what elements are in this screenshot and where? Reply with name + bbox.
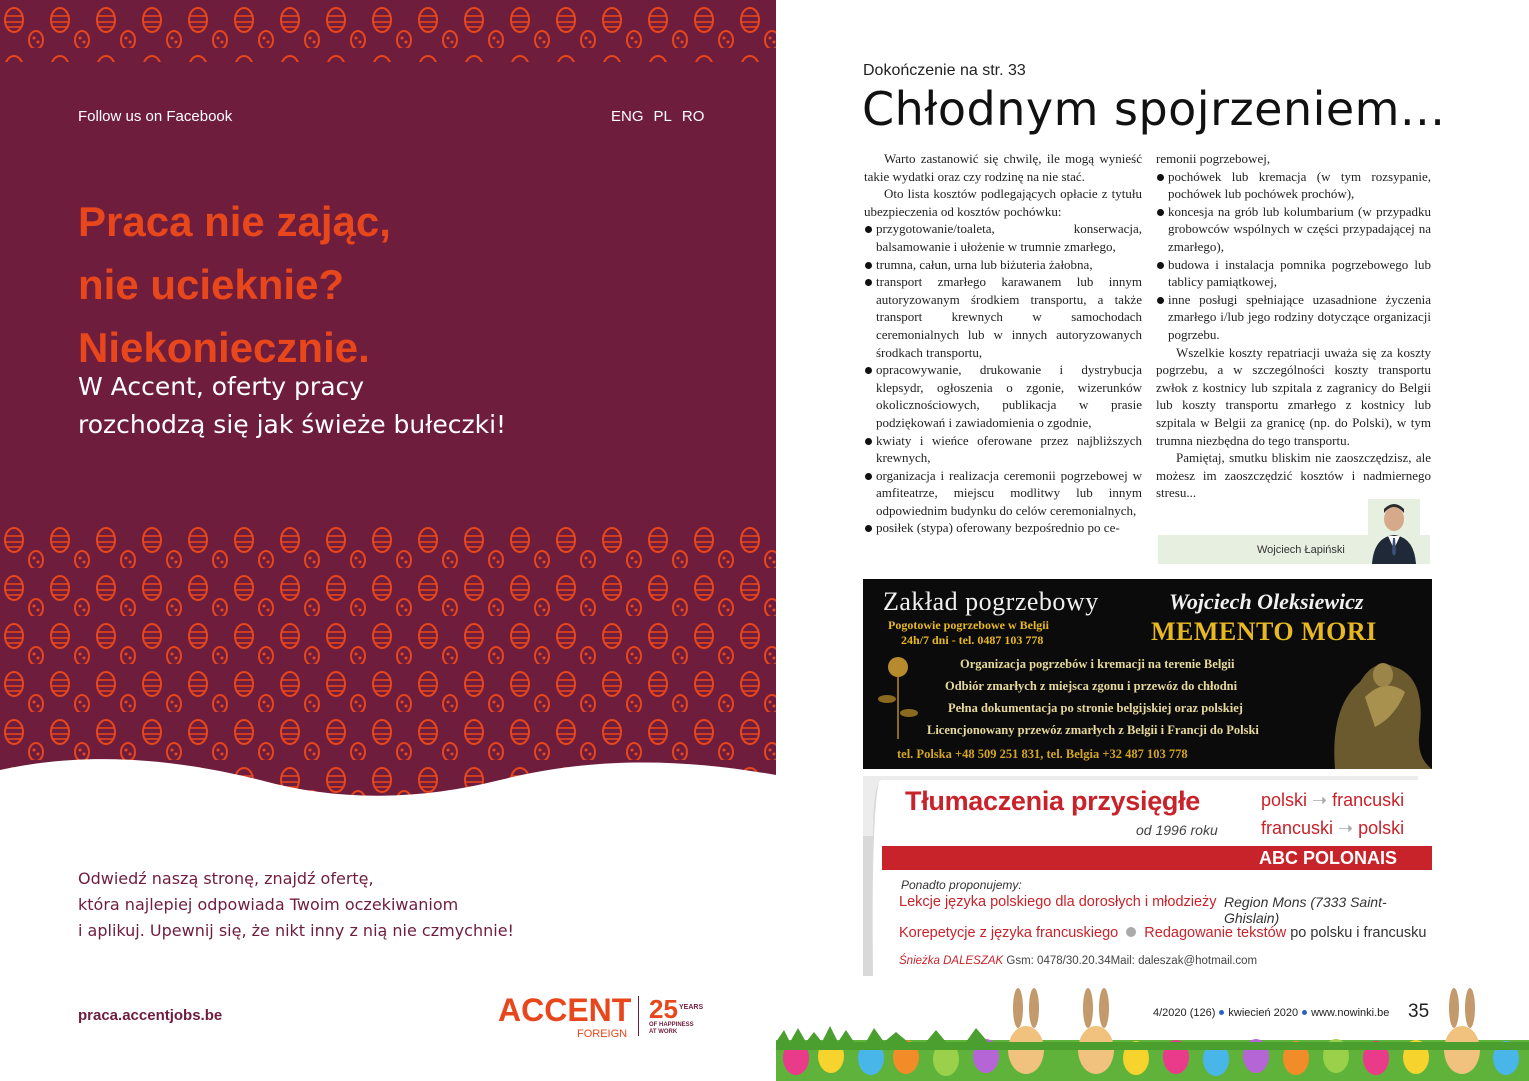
headline-line: nie ucieknie? <box>78 261 345 308</box>
translation-service-line: Lekcje języka polskiego dla dorosłych i młodzieży <box>899 894 1217 910</box>
page-number: 35 <box>1408 1001 1430 1022</box>
cta-line: Odwiedź naszą stronę, znajdź ofertę, <box>78 869 374 888</box>
contact-details: Gsm: 0478/30.20.34Mail: daleszak@hotmail.com <box>1003 955 1258 967</box>
translation-title: Tłumaczenia przysięgłe <box>905 786 1201 816</box>
subhead-line: W Accent, oferty pracy <box>78 372 365 401</box>
anniversary-tagline <box>649 1022 694 1036</box>
funeral-emergency: Pogotowie pogrzebowe w Belgii <box>888 618 1049 632</box>
language-from: polski <box>1261 790 1308 810</box>
headline-line: Praca nie zając, <box>78 198 391 245</box>
funeral-owner-name: Wojciech Oleksiewicz <box>1169 589 1364 614</box>
funeral-home-advert <box>863 579 1432 769</box>
article-column-2 <box>1156 150 1431 502</box>
translation-contact <box>899 955 1257 967</box>
funeral-title: Zakład pogrzebowy <box>883 587 1099 616</box>
list-item: transport zmarłego karawanem lub innym autoryzowanym środkiem transportu, a także transport krewnych w samochodach ceremonialnych lub w innych autoryzowanych środkach transportu, <box>864 273 1142 361</box>
service-editing: Redagowanie tekstów <box>1144 925 1287 941</box>
list-item: inne posługi spełniające uzasadnione życzenia zmarłego i/lub jego rodziny dotyczące organizacji pogrzebu. <box>1156 291 1431 344</box>
language-from: francuski <box>1261 818 1334 838</box>
paragraph: Oto lista kosztów podlegających opłacie z tytułu ubezpieczenia od kosztów pochówku: <box>864 186 1142 219</box>
article-column-1 <box>864 150 1142 537</box>
rose-icon <box>873 649 923 739</box>
logo-word: ACCENT <box>498 992 632 1028</box>
accent-website-link[interactable]: praca.accentjobs.be <box>78 1007 223 1024</box>
anniversary-years: YEARS <box>679 1004 704 1011</box>
translation-advert <box>863 776 1432 976</box>
tagline-line: OF HAPPINESS <box>649 1022 694 1028</box>
list-item: kwiaty i wieńce oferowane przez najbliższych krewnych, <box>864 432 1142 467</box>
magazine-page <box>776 0 1529 1081</box>
article-title: Chłodnym spojrzeniem... <box>862 82 1446 136</box>
list-item: przygotowanie/toaleta, konserwacja, balsamowanie i ułożenie w trumnie zmarłego, <box>864 220 1142 255</box>
list-item: opracowywanie, drukowanie i dystrybucja klepsydr, ogłoszenia o zgonie, wizerunków okolicznościowych, publikacja w prasie podziękowań i zawiadomienia o zgodnie, <box>864 361 1142 431</box>
bullet-icon <box>1302 1010 1307 1015</box>
subhead-line: rozchodzą się jak świeże bułeczki! <box>78 410 507 439</box>
language-to: francuski <box>1332 790 1405 810</box>
list-item: budowa i instalacja pomnika pogrzebowego lub tablicy pamiątkowej, <box>1156 256 1431 291</box>
advert-subhead <box>78 368 506 444</box>
list-item: pochówek lub kremacja (w tym rozsypanie, pochówek lub pochówek prochów), <box>1156 168 1431 203</box>
funeral-brand: MEMENTO MORI <box>1151 617 1377 646</box>
translation-also-label: Ponadto proponujemy: <box>901 878 1022 892</box>
bullet-icon <box>1219 1010 1224 1015</box>
author-box <box>1158 535 1430 564</box>
anniversary-badge <box>638 996 724 1036</box>
language-switcher <box>611 108 714 125</box>
bullet-icon <box>1126 927 1136 937</box>
paragraph: Warto zastanowić się chwilę, ile mogą wynieść takie wydatki oraz czy rodzinę na nie stać. <box>864 151 1142 184</box>
translation-service-line <box>899 925 1426 941</box>
continued-note: Dokończenie na str. 33 <box>863 62 1026 79</box>
issue-month: kwiecień 2020 <box>1228 1007 1299 1019</box>
magazine-site: www.nowinki.be <box>1311 1007 1390 1019</box>
list-item: organizacja i realizacja ceremonii pogrzebowej w amfiteatrze, miejscu modlitwy lub innym odpowiednim budynku do celów ceremonialnych, <box>864 467 1142 520</box>
list-item: posiłek (stypa) oferowany bezpośrednio po ce- <box>864 519 1142 537</box>
tagline-line: AT WORK <box>649 1029 678 1035</box>
advert-call-to-action <box>78 866 514 944</box>
anniversary-number: 25 <box>649 994 678 1024</box>
list-item: koncesja na grób lub kolumbarium (w przypadku grobowców wspólnych w części przypadającej na zmarłego), <box>1156 203 1431 256</box>
paragraph: remonii pogrzebowej, <box>1156 151 1271 166</box>
contact-name: Śnieżka DALESZAK <box>899 955 1004 967</box>
funeral-service-line: Odbiór zmarłych z miejsca zgonu i przewóz do chłodni <box>945 679 1238 693</box>
language-to: polski <box>1358 818 1405 838</box>
cost-list <box>1156 168 1431 344</box>
service-languages: po polsku i francusku <box>1290 925 1427 941</box>
arrow-right-icon: ➝ <box>1338 818 1354 838</box>
logo-sub: FOREIGN <box>577 1028 628 1040</box>
lang-pl-link[interactable]: PL <box>653 108 672 125</box>
funeral-service-line: Organizacja pogrzebów i kremacji na terenie Belgii <box>960 657 1235 671</box>
translation-company: ABC POLONAIS <box>1259 848 1398 868</box>
translation-region: Region Mons (7333 Saint-Ghislain) <box>1224 894 1387 926</box>
list-item: trumna, całun, urna lub biżuteria żałobna, <box>864 256 1142 274</box>
cta-line: i aplikuj. Upewnij się, że nikt inny z nią nie czmychnie! <box>78 921 514 940</box>
funeral-phones: tel. Polska +48 509 251 831, tel. Belgia +32 487 103 778 <box>897 747 1188 761</box>
follow-facebook-link[interactable]: Follow us on Facebook <box>78 108 233 125</box>
funeral-service-line: Pełna dokumentacja po stronie belgijskiej oraz polskiej <box>948 701 1243 715</box>
paragraph: Pamiętaj, smutku bliskim nie zaoszczędzisz, ale możesz im zaoszczędzić kosztów i nadmiernego stresu... <box>1156 450 1431 501</box>
easter-eggs-grass-footer <box>776 980 1529 1081</box>
arrow-right-icon: ➝ <box>1312 790 1328 810</box>
lang-eng-link[interactable]: ENG <box>611 108 644 125</box>
issue-number: 4/2020 (126) <box>1153 1007 1216 1019</box>
author-photo-icon <box>1368 499 1420 564</box>
wave-edge <box>0 740 776 820</box>
cta-line: która najlepiej odpowiada Twoim oczekiwaniom <box>78 895 459 914</box>
paragraph: Wszelkie koszty repatriacji uważa się za koszty pogrzebu, a w szczególności koszty transportu zwłok z kostnicy lub szpitala z zagranicy do Belgii lub koszty transportu zmarłego z kostnicy lub szpitala w Belgii za granicę (np. do Polski), w tym trumna niezbędna do tego transportu. <box>1156 344 1431 448</box>
egg-pattern-top <box>0 0 776 62</box>
translation-since: od 1996 roku <box>1136 822 1218 838</box>
advert-headline <box>78 190 391 379</box>
angel-statue-icon <box>1315 637 1432 769</box>
service-tutoring: Korepetycje z języka francuskiego <box>899 925 1119 941</box>
issue-info <box>1153 1007 1389 1019</box>
accent-logo <box>498 992 632 1040</box>
language-pair-1 <box>1261 790 1404 811</box>
language-pair-2 <box>1261 818 1404 839</box>
headline-line: Niekoniecznie. <box>78 324 370 371</box>
funeral-service-line: Licencjonowany przewóz zmarłych z Belgii i Francji do Polski <box>927 723 1259 737</box>
funeral-hotline: 24h/7 dni - tel. 0487 103 778 <box>901 633 1044 647</box>
cost-list <box>864 220 1142 537</box>
author-name: Wojciech Łapiński <box>1257 544 1345 556</box>
lang-ro-link[interactable]: RO <box>681 108 705 125</box>
